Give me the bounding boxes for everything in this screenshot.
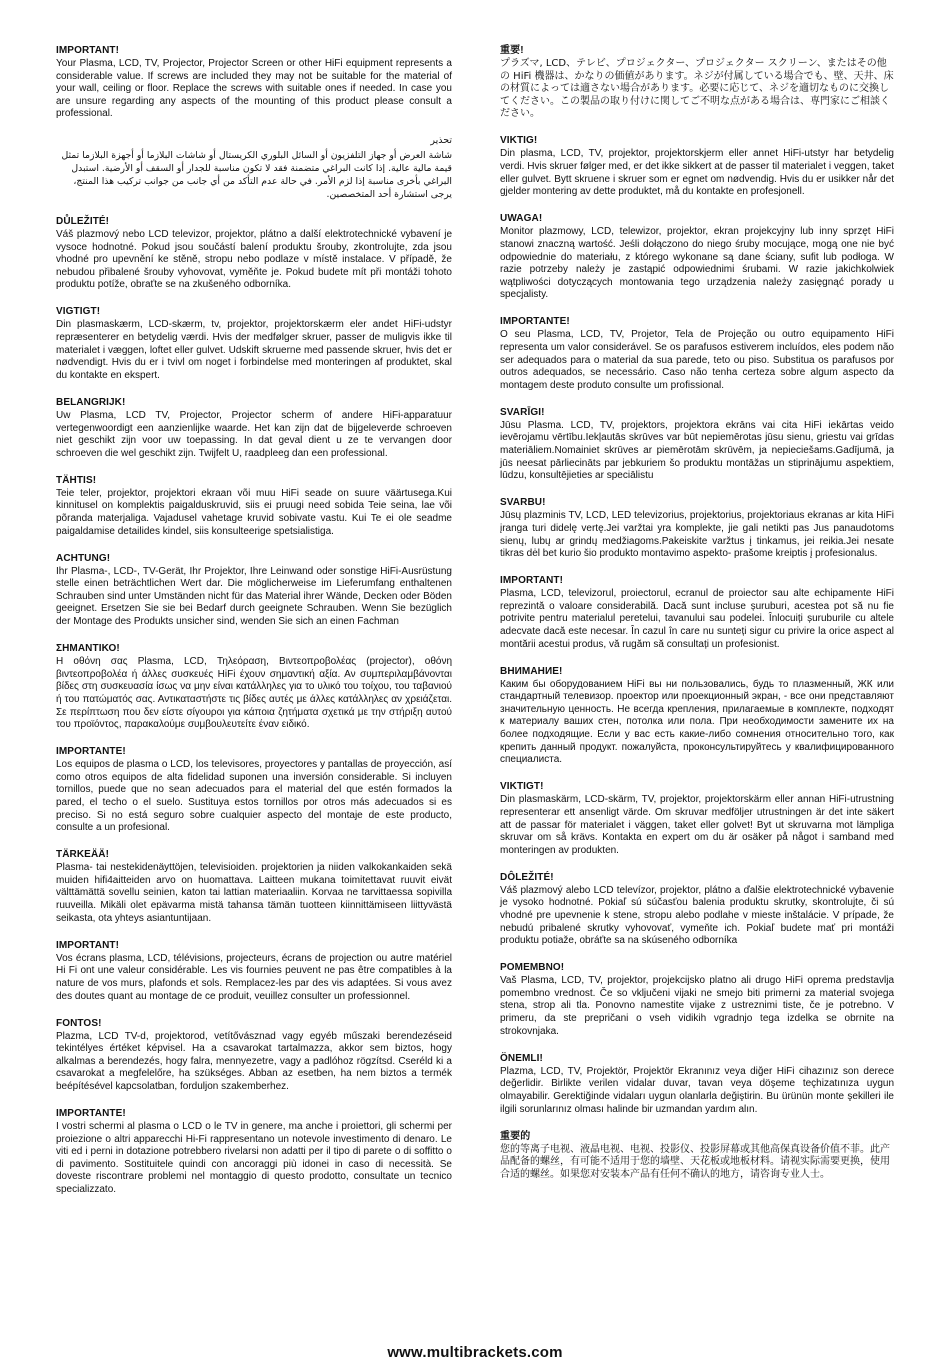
notice-russian bbox=[500, 665, 894, 767]
notice-norwegian bbox=[500, 134, 894, 198]
notice-slovenian bbox=[500, 961, 894, 1038]
notice-estonian bbox=[56, 474, 452, 538]
notice-text: O seu Plasma, LCD, TV, Projetor, Tela de Projeção ou outro equipamento HiFi representa um valor considerável. Se os parafusos estiverem incluídos, eles podem não ser adequados para o material da sua parede, teto ou piso. Substitua os parafusos por outros adequados, se necessário. Caso não tenha certeza sobre algum aspecto da montagem deste produto consulte um profissional. bbox=[500, 329, 894, 391]
notice-text: شاشة العرض أو جهاز التلفزيون أو السائل البلوري الكريستال أو شاشات البلازما أو أجهزة البلازما تمثل قيمة مالية عالية. إذا كانت البراغي متضمنة فقد لا تكون مناسبة للجدار أو السقف أو الأرضية. استبدل البراغي بأخرى مناسبة إذا لزم الأمر. في حالة عدم التأكد من أي جانب من جوانب تركيب هذا المنتج، يرجى استشارة أحد المتخصصين. bbox=[61, 149, 452, 201]
notice-text: Din plasmaskärm, LCD-skärm, TV, projektor, projektorskärm eller annan HiFi-utrustning representerar ett ansenligt värde. Om skruvar medföljer utrustningen är det inte säkert att de passar för materialet i väggen, taket eller golvet! Byt ut skruvarna mot lämpliga skruvar om så krävs. Kontakta en expert om du är osäker på något i samband med monteringen av produkten. bbox=[500, 794, 894, 856]
notice-polish bbox=[500, 212, 894, 302]
notice-text: プラズマ, LCD、テレビ、プロジェクター、プロジェクター スクリーン、またはその他の HiFi 機器は、かなりの価値があります。ネジが付属している場合でも、壁、天井、床の材質によっては適さない場合があります。必要に応じて、ネジを適切なものに交換してください。この製品の取り付けに関してご不明な点がある場合は、専門家にご相談ください。 bbox=[500, 58, 894, 120]
notice-finnish bbox=[56, 848, 452, 925]
notice-text: Váš plazmový alebo LCD televízor, projektor, plátno a ďalšie elektrotechnické vybavenie je vysoko hodnotné. Pokiaľ sú súčasťou balenia produktu skrutky, skontrolujte, či sú vhodné pre upevnenie k stene, stropu alebo podlahe v mieste inštalácie. V prípade, že nebudú pribalené skrutky vyhovovať, vymeňte ich. Pokiaľ budete mať pri montáži produktu potiaže, obráťte sa na skúseného odborníka bbox=[500, 884, 894, 947]
notice-text: Váš plazmový nebo LCD televizor, projektor, plátno a další elektrotechnické vybavení je vysoce hodnotné. Pokud jsou součástí balení produktu šrouby, zkontrolujte, zda jsou vhodné pro upevnění ke stěně, stropu nebo podlaze v místě instalace. V případě, že nebudou přibalené šrouby vyhovovat, vyměňte je. Pokud budete mít při montáži tohoto produktu potíže, obraťte se na zkušeného odborníka. bbox=[56, 228, 452, 291]
notice-turkish bbox=[500, 1052, 894, 1116]
notice-hungarian bbox=[56, 1017, 452, 1094]
notice-heading: POMEMBNO! bbox=[500, 962, 565, 974]
notice-heading: TÄHTIS! bbox=[56, 474, 97, 486]
notice-latvian bbox=[500, 406, 894, 483]
notice-heading: BELANGRIJK! bbox=[56, 396, 126, 408]
notice-danish bbox=[56, 305, 452, 382]
notice-text: Vos écrans plasma, LCD, télévisions, projecteurs, écrans de projection ou autre matériel Hi Fi ont une valeur considérable. Les vis fournies peuvent ne pas être compatibles à la nature de vos murs, plafonds et sols. Remplacez-les par des vis adaptées. Si vous avez des doutes quant au montage de ce produit, veuillez consulter un professionnel. bbox=[56, 952, 452, 1002]
notice-text: Plasma- tai nestekidenäyttöjen, televisioiden. projektorien ja niiden valkokankaiden sekä muiden hifi4aitteiden arvo on huomattava. Laitteen mukana toimitettavat ruuvit eivät välttämättä sovellu seinien, katon tai lattian materiaaliin. Korvaa ne tarvittaessa sopivilla ruuveilla. Mikäli olet epävarma mistä tahansa tämän tuotteen kiinnittämiseen liittyvästä seikasta, ota yhteys asiantuntijaan. bbox=[56, 862, 452, 924]
notice-heading: DŮLEŽITÉ! bbox=[56, 215, 110, 227]
notice-portuguese bbox=[500, 315, 894, 392]
notice-japanese bbox=[500, 44, 894, 121]
notice-lithuanian bbox=[500, 496, 894, 560]
notice-dutch bbox=[56, 396, 452, 460]
notice-heading: UWAGA! bbox=[500, 213, 543, 225]
left-column bbox=[56, 44, 452, 1210]
notice-heading: تحذير bbox=[430, 135, 452, 147]
notice-italian bbox=[56, 1107, 452, 1197]
notice-text: Ihr Plasma-, LCD-, TV-Gerät, Ihr Projektor, Ihre Leinwand oder sonstige HiFi-Ausrüstung stelle einen beträchtlichen Wert dar. Die möglicherweise im Lieferumfang enthaltenen Schrauben sind unter Umständen nicht für das Material ihrer Wände, Decken oder Böden geeignet. Ersetzen Sie sie bei Bedarf durch geeignete Schrauben. Wenn Sie bezüglich der Montage des Produkts unsicher sind, wenden Sie sich an einen Fachman bbox=[56, 565, 452, 628]
notice-heading: IMPORTANTE! bbox=[56, 746, 126, 758]
notice-chinese bbox=[500, 1130, 894, 1182]
notice-english bbox=[56, 44, 452, 121]
notice-heading: VIKTIG! bbox=[500, 135, 538, 147]
notice-heading: IMPORTANT! bbox=[500, 575, 564, 587]
notice-heading: ACHTUNG! bbox=[56, 552, 111, 564]
notice-heading: FONTOS! bbox=[56, 1017, 102, 1029]
notice-text: Your Plasma, LCD, TV, Projector, Projector Screen or other HiFi equipment represents a considerable value. If screws are included they may not be suitable for the material of your wall, ceiling or floor. Replace the screws with suitable ones if needed. In case you are unsure regarding any aspects of the mounting of this product please consult a professional. bbox=[56, 58, 452, 120]
notice-text: Каким бы оборудованием HiFi вы ни пользовались, будь то плазменный, ЖК или стандартный телевизор. проектор или проекционный экран, - все они представляют значительную ценность. Не всегда крепления, прилагаемые в комплекте, подходят к материалу ваших стен, потолка или пола. При необходимости замените их на более подходящие. Если у вас есть какие-либо сомнения относительно того, как крепить данный продукт. пожалуйста, проконсультируйтесь у квалифицированного специалиста. bbox=[500, 678, 894, 766]
notice-text: Η οθόνη σας Plasma, LCD, Τηλεόραση, Βιντεοπροβολέας (projector), οθόνη βιντεοπροβολέα ή άλλες συσκευές HiFi έχουν σημαντική αξία. Αν συμπεριλαμβάνονται βίδες στη συσκευασία ίσως να μην είναι κατάλληλες για το υλικό του τοίχου, του ταβανιού ή του πατώματός σας. Αντικαταστήστε τις βίδες αυτές με άλλες κατάλληλες αν χρειάζεται. Σε περίπτωση που δεν είστε σίγουροι για κάποια ζητήματα σχετικά με την στήριξη αυτού του προϊόντος, παρακαλούμε συμβουλευτείτε έναν ειδικό. bbox=[56, 656, 452, 731]
notice-heading: IMPORTANT! bbox=[56, 939, 120, 951]
notice-spanish bbox=[56, 745, 452, 835]
notice-text: Din plasmaskærm, LCD-skærm, tv, projektor, projektorskærm eler andet HiFi-udstyr repræsenterer en betydelig værdi. Hvis der medfølger skruer, passer de muligvis ikke til materialet i væggen, loftet eller gulvet. Udskift skruerne med passende skruer, hvis det er nødvendigt. Hvis du er i tvivl om noget i forbindelse med monteringen af produktet, skal du kontakte en ekspert. bbox=[56, 319, 452, 381]
notice-czech bbox=[56, 215, 452, 292]
notice-heading: SVARĪGI! bbox=[500, 406, 545, 418]
notice-heading: IMPORTANTE! bbox=[56, 1108, 126, 1120]
notice-heading: TÄRKEÄÄ! bbox=[56, 849, 110, 861]
notice-text: 您的等离子电视、液晶电视、电视、投影仪、投影屏幕或其他高保真设备价值不菲。此产品配备的螺丝，有可能不适用于您的墙壁、天花板或地板材料。请视实际需要更换，使用合适的螺丝。如果您对安装本产品有任何不确认的地方，请咨询专业人士。 bbox=[500, 1143, 890, 1180]
notice-greek bbox=[56, 642, 452, 732]
notice-text: Los equipos de plasma o LCD, los televisores, proyectores y pantallas de proyección, así como otros equipos de alta fidelidad suponen una inversión considerable. Si incluyen tornillos, puede que no sean adecuados para el material del que estén formados la pared, el techo o el suelo. Sustituya estos tornillos por otros más adecuados si es preciso. Si no está seguro sobre cualquier aspecto del montaje de este producto, consulte a un profesional. bbox=[56, 759, 452, 834]
right-column bbox=[500, 44, 894, 1195]
notice-slovak bbox=[500, 871, 894, 948]
notice-text: Teie teler, projektor, projektori ekraan või muu HiFi seade on suure väärtusega.Kui kinnitusel on komplektis paigalduskruvid, siis ei pruugi need sobida Teie seina, lae või põranda materjaliga. Vajadusel vahetage kruvid sobivate vastu. Kui Te ei ole seadme paigaldamise detailides kindel, siis konsulteerige spetsialistiga. bbox=[56, 487, 452, 537]
notice-text: Plazma, LCD, TV, Projektör, Projektör Ekranınız veya diğer HiFi cihazınız son derece değerlidir. Birlikte verilen vidalar duvar, tavan veya döşeme teçhizatınıza uygun olmayabilir. Gerektiğinde vidaları uygun olanlarla değiştirin. Bu ürünün monte şekilleri ile ilgili sorunlarınız olması halinde bir uzmandan yardım alın. bbox=[500, 1065, 894, 1115]
notice-heading: VIKTIGT! bbox=[500, 781, 544, 793]
notice-swedish bbox=[500, 780, 894, 857]
notice-text: Monitor plazmowy, LCD, telewizor, projektor, ekran projekcyjny lub inny sprzęt HiFi stanowi znaczną wartość. Jeśli dołączono do niego śruby mocujące, mogą one nie być odpowiednie do materiału, z którego wykonane są dane ściany, sufit lub podłoga. W razie potrzeby należy je zastąpić odpowiednimi śrubami. W razie jakichkolwiek wątpliwości dotyczących montowania tego urządzenia należy zasięgnąć porady u specjalisty. bbox=[500, 226, 894, 301]
notice-heading: IMPORTANTE! bbox=[500, 316, 570, 328]
notice-heading: ÖNEMLI! bbox=[500, 1052, 543, 1064]
notice-heading: 重要! bbox=[500, 45, 524, 56]
notice-heading: DÔLEŽITÉ! bbox=[500, 871, 554, 883]
notice-french bbox=[56, 939, 452, 1003]
notice-text: Plasma, LCD, televizorul, proiectorul, ecranul de proiector sau alte echipamente HiFi reprezintă o valoare considerabilă. Dacă sunt incluse șuruburi, acestea pot să nu fie potrivite pentru materialul peretelui, tavanului sau podelei. Înlocuiți șuruburile cu altele adecvate dacă este necesar. În cazul în care nu sunteți sigur cu privire la orice aspect al montării acestui produs, vă rugăm să consultați un profesionist. bbox=[500, 588, 894, 650]
notice-german bbox=[56, 552, 452, 629]
notice-heading: VIGTIGT! bbox=[56, 306, 101, 318]
notice-text: Jūsu Plasma. LCD, TV, projektors, projektora ekrāns vai cita HiFi iekārtas veido ievērojamu vērtību.Iekļautās skrūves var būt nepiemērotas jūsu sienu, griestu vai grīdas materiāliem.Nomainiet skrūves ar piemērotām skrūvēm, ja nepieciešams.Gadījumā, ja jūs neesat pārliecināts par jebkuriem šo produktu montāžas un stiprinājumu aspektiem, lūdzu, konsultējieties ar speciālistu bbox=[500, 419, 894, 482]
notice-arabic bbox=[56, 134, 452, 201]
notice-text: Jūsų plazminis TV, LCD, LED televizorius, projektorius, projektoriaus ekranas ar kita HiFi įranga turi didelę vertę.Jei varžtai yra komplekte, jie gali netikti pas Jus panaudotoms sienų, lubų ar grindų medžiagoms.Pakeiskite varžtus į tinkamus, jei reikia.Jei nesate tikras dėl bet kurio šio produkto montavimo aspekto- prašome kreiptis į profesionalus. bbox=[500, 510, 894, 560]
notice-heading: IMPORTANT! bbox=[56, 45, 120, 56]
notice-text: Plazma, LCD TV-d, projektorod, vetítővásznad vagy egyéb műszaki berendezéseid tekintélyes értéket képvisel. Ha a csavarokat tartalmazza, akkor sem biztos, hogy alkalmas a berendezés, hogy falra, mennyezetre, vagy a padlóhoz rögzítsd. Cseréld ki a csavarokat a megfelelőre, ha szükséges. Abban az esetben, ha nem biztos a termék beépítésével kapcsolatban, forduljon szakemberhez. bbox=[56, 1030, 452, 1092]
notice-text: Din plasma, LCD, TV, projektor, projektorskjerm eller annet HiFi-utstyr har betydelig verdi. Hvis skruer følger med, er det ikke sikkert at de passer til materialet i veggen, taket eller gulvet. Bytt skruene i skruer som er egnet om nødvendig. Hvis du er usikker når det gjelder montering av dette produktet, må du kontakte en profesjonell. bbox=[500, 148, 894, 198]
notice-heading: 重要的 bbox=[500, 1130, 531, 1142]
notice-heading: ВНИМАНИЕ! bbox=[500, 665, 563, 677]
notice-text: Vaš Plasma, LCD, TV, projektor, projekcijsko platno ali drugo HiFi oprema predstavlja pomembno vrednost. Če so vključeni vijaki ne smejo biti primerni za material svojega stena, strop ali tla. Ponovno namestite vijake z ustreznimi tiste, če je potrebno. V primeru, da ste prepričani o vseh vidikih vgradnjo tega izdelka se obrnite na strokovnjaka. bbox=[500, 975, 894, 1037]
footer-website: www.multibrackets.com bbox=[387, 1344, 563, 1361]
notice-text: Uw Plasma, LCD TV, Projector, Projector scherm of andere HiFi-apparatuur vertegenwoordigt een aanzienlijke waarde. Het kan zijn dat de bijgeleverde schroeven niet geschikt zijn voor uw toepassing. In dat geval dient u ze te vervangen door schroeven die wel geschikt zijn. Twijfelt U, raadpleeg dan een professional. bbox=[56, 409, 452, 459]
notice-heading: SVARBU! bbox=[500, 497, 546, 509]
notice-heading: ΣΗΜΑΝΤΙΚΟ! bbox=[56, 643, 120, 655]
notice-romanian bbox=[500, 574, 894, 651]
notice-text: I vostri schermi al plasma o LCD o le TV in genere, ma anche i proiettori, gli schermi per proiezione o altri apparecchi Hi-Fi rappresentano un notevole investimento di denaro. Le viti ed i perni in dotazione potrebbero rivelarsi non adatti per il tipo di parete o di soffitto o di pavimento. Sostituitele quindi con ancoraggi più idonei in caso di necessità. Se doveste riscontrare problemi nel montaggio di questo prodotto, consultate un tecnico specializzato. bbox=[56, 1121, 452, 1196]
